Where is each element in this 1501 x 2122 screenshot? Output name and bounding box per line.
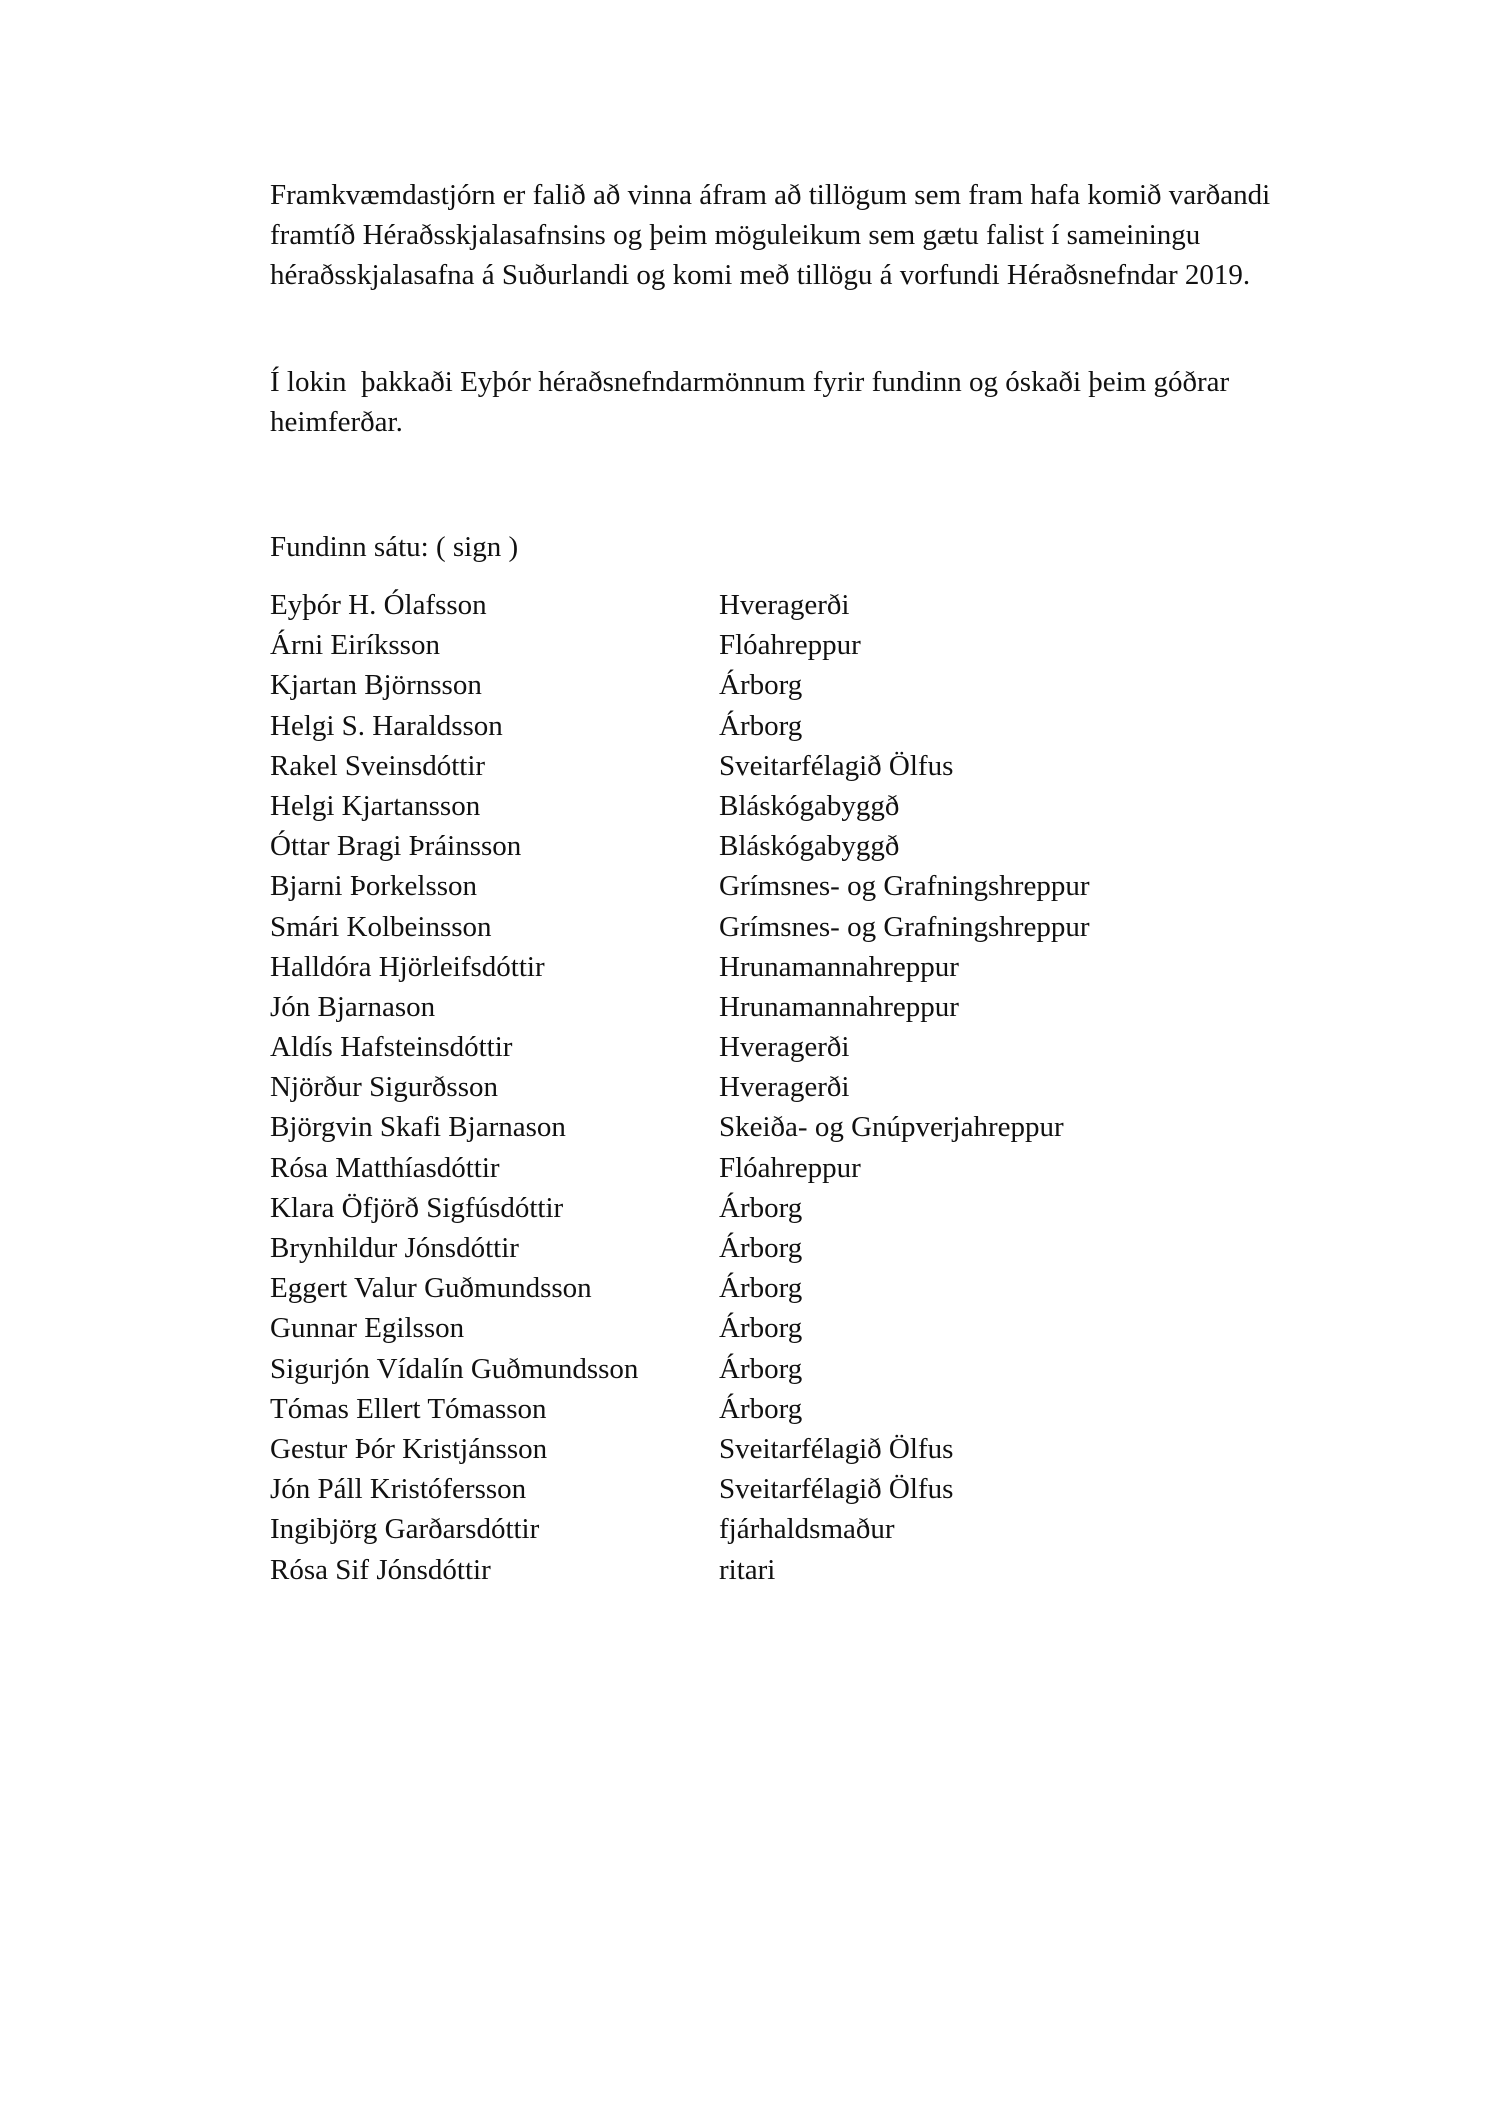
attendee-row	[270, 1509, 1170, 1549]
attendee-municipality: Skeiða- og Gnúpverjahreppur	[719, 1111, 1064, 1144]
attendee-municipality: Hveragerði	[719, 1071, 850, 1104]
attendee-row	[270, 1469, 1170, 1509]
paragraph-closing: Í lokin þakkaði Eyþór héraðsnefndarmönnum fyrir fundinn og óskaði þeim góðrar heimferðar.	[270, 366, 1237, 438]
attendee-row	[270, 625, 1170, 665]
attendee-row	[270, 665, 1170, 705]
attendee-name: Brynhildur Jónsdóttir	[270, 1232, 519, 1264]
attendee-row	[270, 1389, 1170, 1429]
attendee-name: Rósa Sif Jónsdóttir	[270, 1553, 491, 1586]
attendee-municipality: Sveitarfélagið Ölfus	[719, 1432, 954, 1465]
attendee-municipality: Árborg	[719, 1392, 803, 1425]
attendee-row	[270, 1188, 1170, 1228]
attendee-name: Jón Bjarnason	[270, 990, 436, 1023]
attendee-name: Njörður Sigurðsson	[270, 1071, 498, 1104]
attendee-row	[270, 706, 1170, 746]
attendee-municipality: Flóahreppur	[719, 1151, 861, 1184]
attendee-municipality: Grímsnes- og Grafningshreppur	[719, 910, 1090, 943]
attendee-row	[270, 1550, 1170, 1590]
attendee-row	[270, 826, 1170, 866]
attendee-name: Björgvin Skafi Bjarnason	[270, 1111, 566, 1144]
attendee-name: Árni Eiríksson	[270, 629, 440, 662]
attendee-name: Gunnar Egilsson	[270, 1312, 465, 1345]
attendee-name: Óttar Bragi Þráinsson	[270, 830, 522, 863]
attendee-municipality: Árborg	[719, 669, 803, 702]
attendee-name: Aldís Hafsteinsdóttir	[270, 1031, 513, 1064]
attendee-name: Eyþór H. Ólafsson	[270, 589, 487, 621]
attendee-name: Klara Öfjörð Sigfúsdóttir	[270, 1191, 564, 1224]
attendee-row	[270, 866, 1170, 906]
attendee-municipality: Árborg	[719, 1272, 803, 1305]
attendee-row	[270, 786, 1170, 826]
attendee-name: Ingibjörg Garðarsdóttir	[270, 1513, 540, 1546]
attendee-name: Halldóra Hjörleifsdóttir	[270, 950, 545, 983]
attendee-name: Helgi Kjartansson	[270, 789, 481, 822]
attendee-name: Rósa Matthíasdóttir	[270, 1151, 500, 1184]
attendee-municipality: Bláskógabyggð	[719, 789, 900, 822]
attendee-row	[270, 1107, 1170, 1147]
attendee-municipality: Sveitarfélagið Ölfus	[719, 749, 954, 782]
attendee-row	[270, 1429, 1170, 1469]
attendee-name: Tómas Ellert Tómasson	[270, 1392, 547, 1425]
attendee-municipality: Hrunamannahreppur	[719, 950, 959, 983]
attendee-name: Rakel Sveinsdóttir	[270, 749, 486, 782]
attendee-municipality: Hrunamannahreppur	[719, 990, 959, 1023]
attendee-municipality: Flóahreppur	[719, 629, 861, 662]
attendees-list	[270, 585, 1170, 1590]
attendee-municipality: Bláskógabyggð	[719, 830, 900, 863]
attendee-name: Gestur Þór Kristjánsson	[270, 1432, 548, 1465]
attendee-row	[270, 907, 1170, 947]
attendee-row	[270, 987, 1170, 1027]
attendee-name: Jón Páll Kristófersson	[270, 1473, 527, 1506]
attendee-row	[270, 1268, 1170, 1308]
attendee-municipality: Árborg	[719, 1352, 803, 1385]
attendee-name: Smári Kolbeinsson	[270, 910, 492, 943]
attendee-name: Helgi S. Haraldsson	[270, 709, 503, 742]
attendee-municipality: Hveragerði	[719, 1031, 850, 1064]
attendee-municipality: Sveitarfélagið Ölfus	[719, 1473, 954, 1506]
attendee-row	[270, 947, 1170, 987]
attendee-name: Sigurjón Vídalín Guðmundsson	[270, 1352, 639, 1385]
attendee-municipality: Hveragerði	[719, 589, 850, 621]
attendee-municipality: Árborg	[719, 1232, 803, 1264]
attendee-municipality: Árborg	[719, 1191, 803, 1224]
attendee-row	[270, 746, 1170, 786]
attendee-row	[270, 1308, 1170, 1348]
attendee-row	[270, 1067, 1170, 1107]
attendee-name: Eggert Valur Guðmundsson	[270, 1272, 592, 1305]
attendee-name: Kjartan Björnsson	[270, 669, 482, 702]
attendee-row	[270, 585, 1170, 625]
attendee-municipality: Árborg	[719, 1312, 803, 1345]
attendee-row	[270, 1148, 1170, 1188]
attendee-municipality: ritari	[719, 1553, 776, 1586]
attendee-row	[270, 1349, 1170, 1389]
attendee-municipality: Árborg	[719, 709, 803, 742]
attendee-name: Bjarni Þorkelsson	[270, 870, 478, 903]
attendee-row	[270, 1027, 1170, 1067]
attendee-row	[270, 1228, 1170, 1268]
attendee-municipality: Grímsnes- og Grafningshreppur	[719, 870, 1090, 903]
attendee-municipality: fjárhaldsmaður	[719, 1513, 895, 1546]
attendees-heading: Fundinn sátu: ( sign )	[270, 531, 519, 563]
paragraph-executive-board: Framkvæmdastjórn er falið að vinna áfram að tillögum sem fram hafa komið varðandi framtíð Héraðsskjalasafnsins og þeim möguleikum sem gætu falist í sameiningu héraðsskjalasafna á Suðurlandi og komi með tillögu á vorfundi Héraðsnefndar 2019.	[270, 179, 1271, 291]
